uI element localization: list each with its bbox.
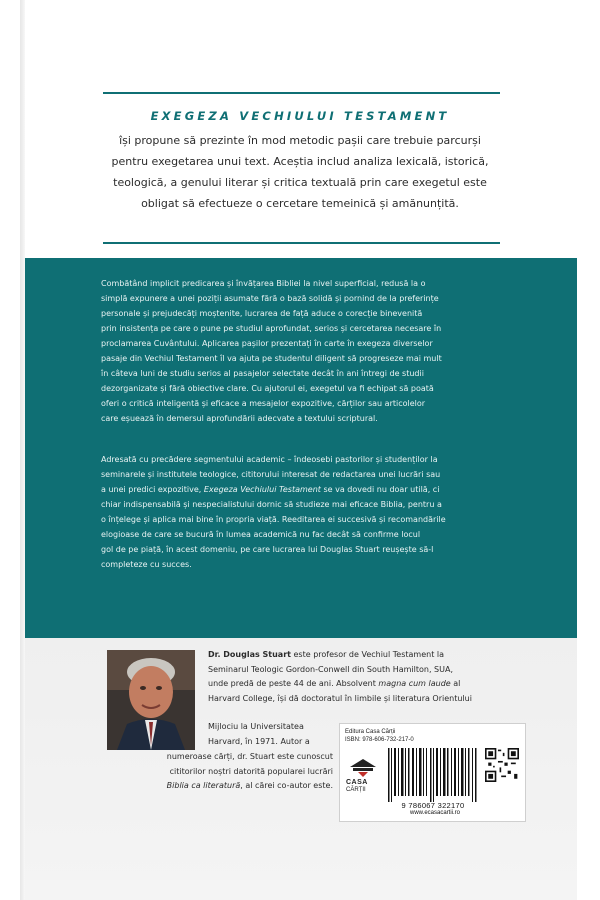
p1-line: Combătând implicit predicarea și învățarea Bibliei la nivel superficial, redusă la o bbox=[101, 279, 426, 288]
p1-line: simplă expunere a unei poziții asumate fără o bază solidă și pornind de la preferințe bbox=[101, 294, 439, 303]
intro-line: pentru exegetarea unui text. Aceștia includ analiza lexicală, istorică, bbox=[111, 155, 489, 168]
intro-line: obligat să efectueze o cercetare temeinică și amănunțită. bbox=[141, 197, 459, 210]
p2-line: seminarele și institutele teologice, cititorului interesat de redactarea unei lucrări sau bbox=[101, 470, 441, 479]
p1-line: pasaje din Vechiul Testament îl va ajuta pe studentul diligent să progreseze mai mult bbox=[101, 354, 442, 363]
bio-text: al bbox=[450, 679, 461, 688]
p2-line: o înțelege și aplica mai bine în propria viață. Reeditarea ei succesivă și recomandările bbox=[101, 515, 446, 524]
author-photo bbox=[107, 650, 195, 750]
intro-text bbox=[85, 130, 515, 214]
p2-line: chiar indispensabilă și nespecialistului dornic să studieze mai eficace Biblia, pentru a bbox=[101, 500, 442, 509]
p1-line: în câteva luni de studiu serios al pasajelor selectate decât în ani întregi de studii bbox=[101, 369, 424, 378]
barcode-panel bbox=[339, 723, 526, 822]
p1-line: oferi o critică inteligentă și eficace a mesajelor expozitive, cărților sau articolelor bbox=[101, 399, 426, 408]
qr-code-icon bbox=[485, 748, 519, 782]
bio-text: este profesor de Vechiul Testament la bbox=[290, 650, 445, 659]
bio-text: numeroase cărți, dr. Stuart este cunoscut bbox=[166, 752, 333, 761]
p2-line-start: a unei predici expozitive, bbox=[101, 485, 204, 494]
p1-line: prin insistența pe care o pune pe studiul aprofundat, serios și cercetarea necesare în bbox=[101, 324, 442, 333]
description-paragraph-2 bbox=[101, 452, 511, 572]
author-section bbox=[25, 638, 577, 900]
back-cover bbox=[25, 0, 577, 900]
p2-line-end: se va dovedi nu doar utilă, ci bbox=[320, 485, 440, 494]
top-rule bbox=[103, 92, 500, 94]
p1-line: personale și prejudecăți moștenite, lucrarea de față aduce o corecție binevenită bbox=[101, 309, 423, 318]
isbn-label: ISBN: 978-606-732-217-0 bbox=[345, 737, 414, 743]
description-paragraph-1 bbox=[101, 276, 511, 426]
p2-line: gol de pe piață, în acest domeniu, pe care lucrarea lui Douglas Stuart reușește să-l bbox=[101, 545, 434, 554]
bio-italic: Biblia ca literatură bbox=[166, 781, 241, 790]
bio-text: cititorilor noștri datorită popularei lucrări bbox=[169, 766, 333, 776]
intro-line: își propune să prezinte în mod metodic pașii care trebuie parcurși bbox=[119, 134, 481, 147]
barcode-number: 9 786067 322170 bbox=[401, 801, 465, 810]
logo-word-casa: CASA bbox=[346, 779, 368, 786]
p1-line: dezorganizate și fără obiective clare. Cu ajutorul ei, exegetul va fi echipat să poată bbox=[101, 384, 434, 393]
author-bio-top bbox=[208, 648, 508, 706]
author-bio-bottom bbox=[80, 750, 333, 794]
cover-header bbox=[25, 0, 577, 258]
book-title-italic: Exegeza Vechiului Testament bbox=[203, 485, 321, 494]
bio-text: Harvard College, își dă doctoratul în limbile și literatura Orientului bbox=[208, 693, 472, 703]
author-bio-middle bbox=[208, 720, 333, 749]
bio-text: , al cărei co-autor este. bbox=[240, 781, 333, 790]
author-name: Dr. Douglas Stuart bbox=[208, 650, 291, 659]
p1-line: care eșuează în demersul aprofundării adecvate a textului scriptural. bbox=[101, 414, 378, 423]
bio-text: Harvard, în 1971. Autor a bbox=[208, 736, 310, 746]
description-panel bbox=[25, 258, 577, 638]
publisher-url: www.ecasacartii.ro bbox=[409, 810, 460, 816]
bio-text: Seminarul Teologic Gordon-Conwell din South Hamilton, SUA, bbox=[208, 664, 453, 674]
barcode-icon bbox=[386, 748, 478, 802]
book-title: EXEGEZA VECHIULUI TESTAMENT bbox=[150, 109, 450, 123]
p2-line: completeze cu succes. bbox=[101, 560, 192, 569]
bio-text: Mijlociu la Universitatea bbox=[208, 722, 304, 731]
publisher-name: Editura Casa Cărții bbox=[345, 729, 396, 735]
logo-word-carti: CĂRȚII bbox=[346, 787, 366, 793]
p2-line: Adresată cu precădere segmentului academic – îndeosebi pastorilor și studenților la bbox=[101, 455, 438, 464]
publisher-info bbox=[345, 728, 414, 744]
bio-italic: magna cum laude bbox=[378, 679, 451, 688]
author-portrait-icon bbox=[107, 650, 195, 750]
p2-line: elogioase de care se bucură în lumea academică nu fac decât să confirme locul bbox=[101, 530, 421, 539]
bio-text: unde predă de peste 44 de ani. Absolvent bbox=[208, 679, 379, 688]
p1-line: proclamarea Cuvântului. Aplicarea pașilor prezentați în carte în exegeza diverselor bbox=[101, 339, 433, 348]
intro-line: teologică, a genului literar și critica textuală prin care exegetul este bbox=[113, 176, 487, 189]
bottom-rule bbox=[103, 242, 500, 244]
